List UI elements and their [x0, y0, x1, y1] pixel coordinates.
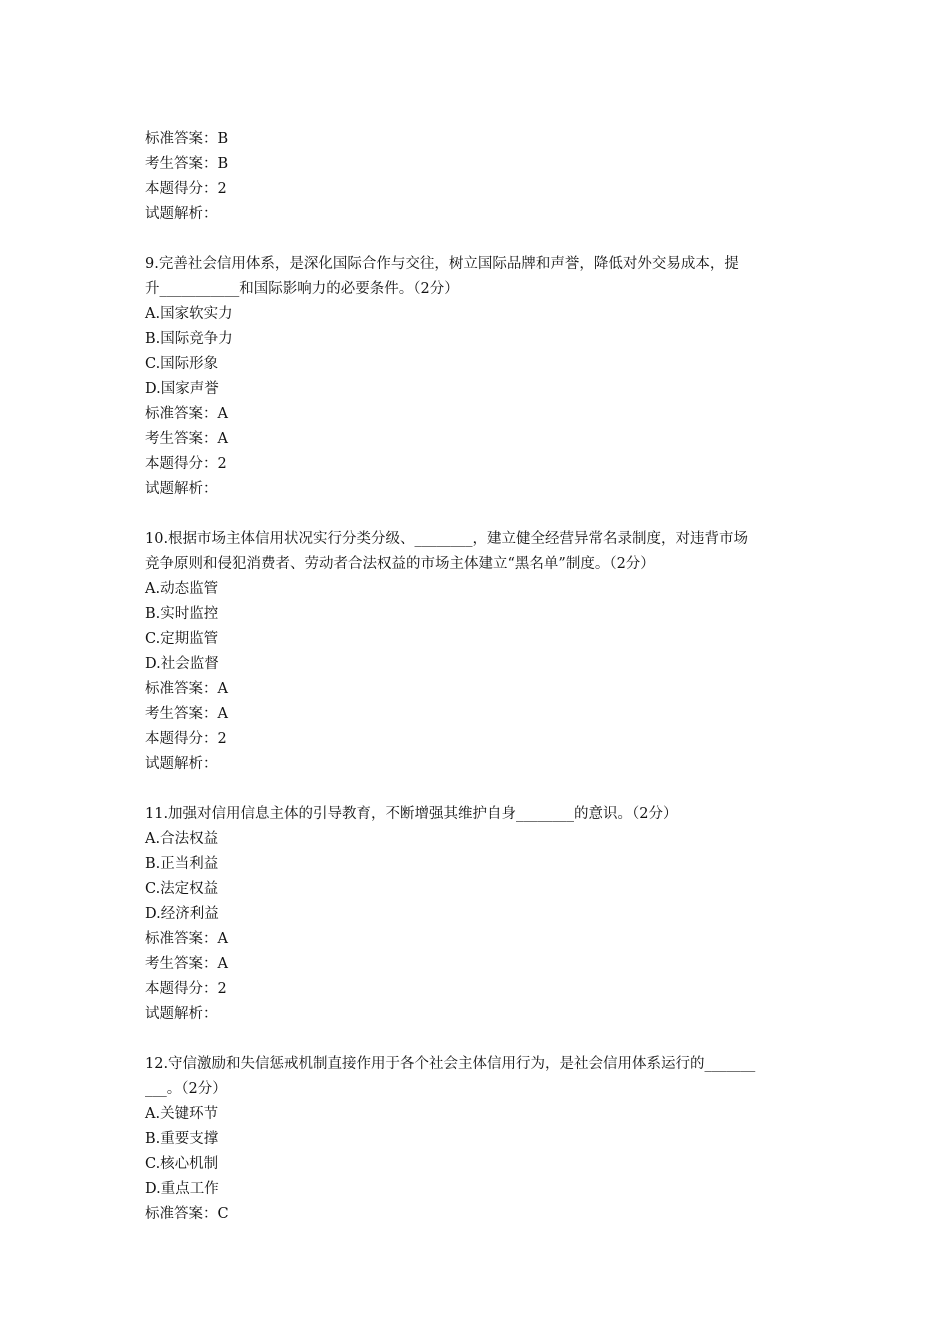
question-12 [145, 1052, 815, 1227]
question-text-line: 12.守信激励和失信惩戒机制直接作用于各个社会主体信用行为，是社会信用体系运行的_______ [145, 1056, 756, 1072]
spacer [145, 1027, 815, 1052]
option-b: B.正当利益 [145, 856, 219, 872]
question-score: 本题得分：2 [145, 456, 227, 472]
question-text-line: 11.加强对信用信息主体的引导教育，不断增强其维护自身________的意识。（2分） [145, 806, 678, 822]
spacer [145, 777, 815, 802]
question-text-line: 10.根据市场主体信用状况实行分类分级、________，建立健全经营异常名录制度，对违背市场 [145, 531, 749, 547]
option-c: C.国际形象 [145, 356, 219, 372]
option-c: C.核心机制 [145, 1156, 219, 1172]
option-a: A.关键环节 [145, 1106, 219, 1122]
student-answer: 考生答案：B [145, 156, 229, 172]
option-d: D.经济利益 [145, 906, 219, 922]
question-11 [145, 802, 815, 1027]
question-analysis: 试题解析： [145, 756, 218, 772]
option-a: A.合法权益 [145, 831, 219, 847]
question-text-line: ___。（2分） [145, 1081, 227, 1097]
question-text-line: 竞争原则和侵犯消费者、劳动者合法权益的市场主体建立“黑名单”制度。（2分） [145, 556, 655, 572]
standard-answer: 标准答案：A [145, 931, 228, 947]
option-d: D.重点工作 [145, 1181, 219, 1197]
student-answer: 考生答案：A [145, 956, 228, 972]
question-text-line: 9.完善社会信用体系，是深化国际合作与交往，树立国际品牌和声誉，降低对外交易成本，提 [145, 256, 739, 272]
option-b: B.国际竞争力 [145, 331, 233, 347]
option-b: B.重要支撑 [145, 1131, 219, 1147]
standard-answer: 标准答案：C [145, 1206, 229, 1222]
exam-document [145, 127, 815, 1227]
question-10 [145, 527, 815, 777]
standard-answer: 标准答案：B [145, 131, 229, 147]
question-score: 本题得分：2 [145, 731, 227, 747]
spacer [145, 227, 815, 252]
option-a: A.动态监管 [145, 581, 219, 597]
question-analysis: 试题解析： [145, 206, 218, 222]
option-c: C.定期监管 [145, 631, 219, 647]
option-c: C.法定权益 [145, 881, 219, 897]
question-score: 本题得分：2 [145, 981, 227, 997]
question-analysis: 试题解析： [145, 1006, 218, 1022]
question-score: 本题得分：2 [145, 181, 227, 197]
prev-question-result [145, 127, 815, 227]
standard-answer: 标准答案：A [145, 406, 228, 422]
student-answer: 考生答案：A [145, 706, 228, 722]
student-answer: 考生答案：A [145, 431, 228, 447]
question-text-line: 升___________和国际影响力的必要条件。（2分） [145, 281, 459, 297]
question-analysis: 试题解析： [145, 481, 218, 497]
question-9 [145, 252, 815, 502]
spacer [145, 502, 815, 527]
option-d: D.国家声誉 [145, 381, 219, 397]
standard-answer: 标准答案：A [145, 681, 228, 697]
option-a: A.国家软实力 [145, 306, 233, 322]
option-b: B.实时监控 [145, 606, 219, 622]
option-d: D.社会监督 [145, 656, 219, 672]
